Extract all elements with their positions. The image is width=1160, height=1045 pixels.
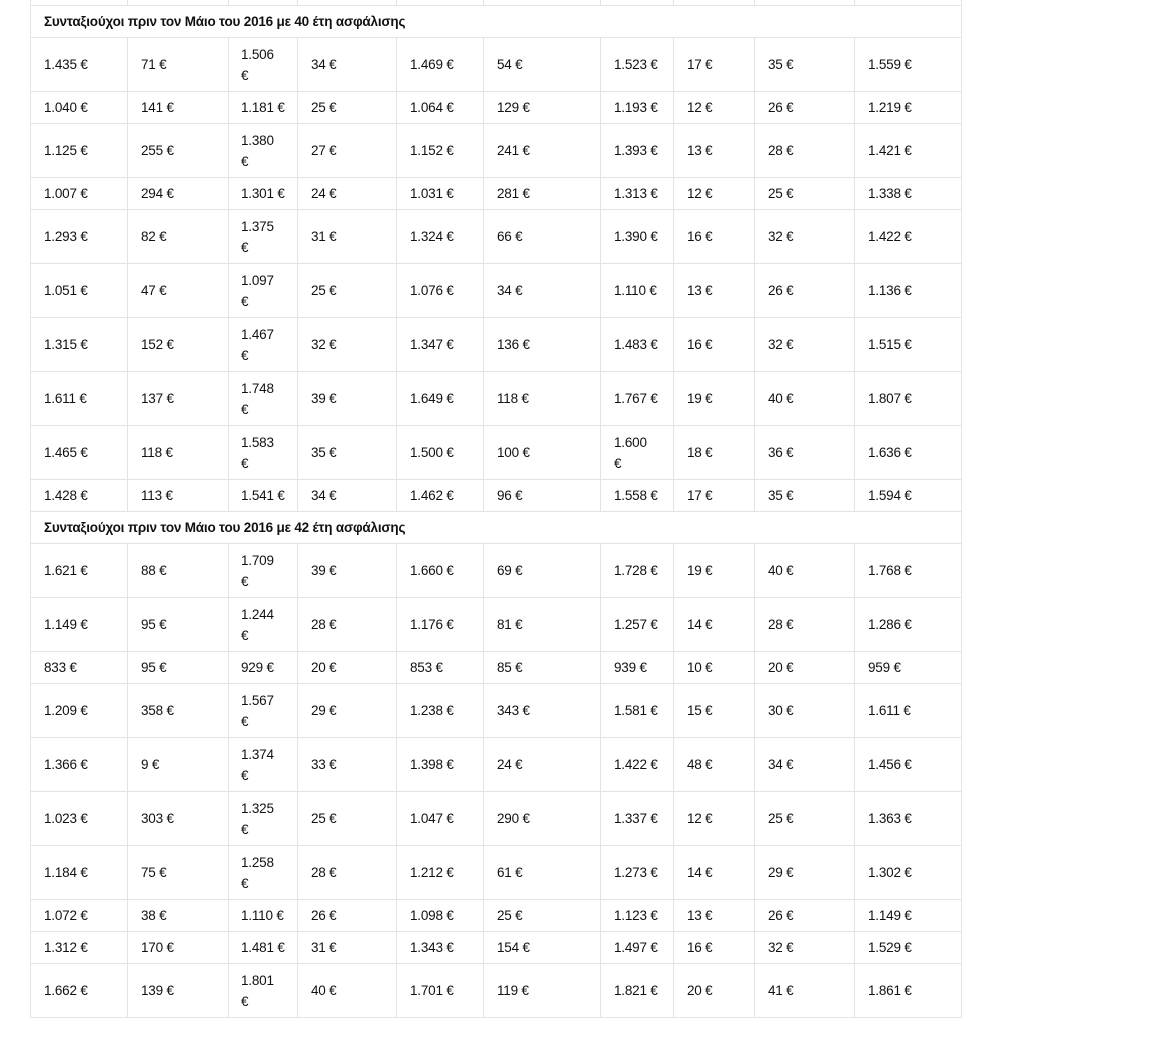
table-cell: 1.244 € [229, 598, 298, 652]
table-cell: 85 € [484, 652, 601, 684]
table-cell: 1.347 € [397, 318, 484, 372]
table-cell: 1.366 € [31, 738, 128, 792]
table-cell: 1.064 € [397, 92, 484, 124]
table-cell: 1.662 € [31, 964, 128, 1018]
table-cell: 71 € [128, 38, 229, 92]
table-cell: 1.768 € [855, 544, 962, 598]
table-cell: 1.701 € [397, 964, 484, 1018]
table-cell: 1.152 € [397, 124, 484, 178]
table-cell: 1.559 € [855, 38, 962, 92]
table-row [31, 318, 962, 372]
table-cell: 1.649 € [397, 372, 484, 426]
table-cell: 12 € [674, 92, 755, 124]
table-cell: 31 € [298, 932, 397, 964]
table-cell: 31 € [298, 210, 397, 264]
table-cell: 66 € [484, 210, 601, 264]
table-cell: 1.312 € [31, 932, 128, 964]
table-cell: 32 € [755, 318, 855, 372]
table-cell: 1.212 € [397, 846, 484, 900]
table-cell: 1.110 € [601, 264, 674, 318]
table-cell: 1.636 € [855, 426, 962, 480]
table-cell: 1.123 € [601, 900, 674, 932]
table-cell: 1.293 € [31, 210, 128, 264]
table-cell: 1.110 € [229, 900, 298, 932]
table-cell: 16 € [674, 932, 755, 964]
table-body [31, 0, 962, 1018]
table-row [31, 684, 962, 738]
table-cell: 1.393 € [601, 124, 674, 178]
table-cell: 29 € [298, 684, 397, 738]
table-cell: 13 € [674, 264, 755, 318]
table-cell: 1.469 € [397, 38, 484, 92]
table-cell: 1.257 € [601, 598, 674, 652]
table-cell: 137 € [128, 372, 229, 426]
table-cell: 1.023 € [31, 792, 128, 846]
table-cell: 10 € [674, 652, 755, 684]
table-cell: 303 € [128, 792, 229, 846]
table-cell: 38 € [128, 900, 229, 932]
table-cell: 1.181 € [229, 92, 298, 124]
table-cell: 1.149 € [855, 900, 962, 932]
table-cell: 19 € [674, 372, 755, 426]
table-cell: 1.428 € [31, 480, 128, 512]
table-row [31, 372, 962, 426]
table-cell: 34 € [298, 480, 397, 512]
table-cell: 241 € [484, 124, 601, 178]
table-cell: 1.258 € [229, 846, 298, 900]
table-cell: 1.621 € [31, 544, 128, 598]
table-cell: 1.567 € [229, 684, 298, 738]
table-cell: 1.184 € [31, 846, 128, 900]
table-cell: 294 € [128, 178, 229, 210]
table-row [31, 544, 962, 598]
table-cell: 1.301 € [229, 178, 298, 210]
table-cell: 1.456 € [855, 738, 962, 792]
table-cell: 34 € [484, 264, 601, 318]
table-cell: 1.709 € [229, 544, 298, 598]
table-cell: 118 € [128, 426, 229, 480]
table-cell: 141 € [128, 92, 229, 124]
table-cell: 69 € [484, 544, 601, 598]
pension-table [30, 0, 962, 1018]
table-cell: 1.193 € [601, 92, 674, 124]
table-cell: 28 € [298, 598, 397, 652]
table-cell: 1.821 € [601, 964, 674, 1018]
table-cell: 136 € [484, 318, 601, 372]
table-cell: 12 € [674, 792, 755, 846]
table-cell: 17 € [674, 480, 755, 512]
table-cell: 281 € [484, 178, 601, 210]
table-cell: 9 € [128, 738, 229, 792]
table-cell: 39 € [298, 372, 397, 426]
table-cell: 1.581 € [601, 684, 674, 738]
table-cell: 1.523 € [601, 38, 674, 92]
table-cell: 1.380 € [229, 124, 298, 178]
table-row [31, 964, 962, 1018]
table-cell: 34 € [298, 38, 397, 92]
table-cell: 1.007 € [31, 178, 128, 210]
table-cell: 1.422 € [601, 738, 674, 792]
table-cell: 1.149 € [31, 598, 128, 652]
table-cell: 14 € [674, 598, 755, 652]
table-cell: 27 € [298, 124, 397, 178]
table-cell: 1.040 € [31, 92, 128, 124]
table-cell: 30 € [755, 684, 855, 738]
table-cell: 290 € [484, 792, 601, 846]
table-cell: 15 € [674, 684, 755, 738]
table-cell: 25 € [484, 900, 601, 932]
table-cell: 1.462 € [397, 480, 484, 512]
table-cell: 1.500 € [397, 426, 484, 480]
table-cell: 939 € [601, 652, 674, 684]
table-cell: 95 € [128, 652, 229, 684]
table-cell: 1.337 € [601, 792, 674, 846]
table-cell: 40 € [755, 544, 855, 598]
table-cell: 12 € [674, 178, 755, 210]
table-cell: 33 € [298, 738, 397, 792]
table-cell: 96 € [484, 480, 601, 512]
table-cell: 1.481 € [229, 932, 298, 964]
table-cell: 35 € [298, 426, 397, 480]
table-cell: 19 € [674, 544, 755, 598]
table-cell: 1.483 € [601, 318, 674, 372]
table-cell: 18 € [674, 426, 755, 480]
table-cell: 1.238 € [397, 684, 484, 738]
table-cell: 170 € [128, 932, 229, 964]
table-cell: 28 € [298, 846, 397, 900]
table-cell: 40 € [755, 372, 855, 426]
table-cell: 1.338 € [855, 178, 962, 210]
table-cell: 833 € [31, 652, 128, 684]
table-cell: 113 € [128, 480, 229, 512]
table-cell: 25 € [298, 92, 397, 124]
table-cell: 1.767 € [601, 372, 674, 426]
table-row [31, 264, 962, 318]
table-cell: 25 € [755, 792, 855, 846]
table-cell: 28 € [755, 124, 855, 178]
table-row [31, 426, 962, 480]
table-cell: 1.209 € [31, 684, 128, 738]
table-cell: 1.398 € [397, 738, 484, 792]
table-cell: 1.529 € [855, 932, 962, 964]
table-row [31, 210, 962, 264]
table-row [31, 900, 962, 932]
table-cell: 100 € [484, 426, 601, 480]
table-cell: 1.600 € [601, 426, 674, 480]
table-cell: 1.497 € [601, 932, 674, 964]
table-cell: 959 € [855, 652, 962, 684]
table-cell: 1.807 € [855, 372, 962, 426]
table-row [31, 652, 962, 684]
table-row [31, 124, 962, 178]
table-cell: 1.076 € [397, 264, 484, 318]
table-cell: 41 € [755, 964, 855, 1018]
table-cell: 1.594 € [855, 480, 962, 512]
table-cell: 1.558 € [601, 480, 674, 512]
table-cell: 1.125 € [31, 124, 128, 178]
table-cell: 1.315 € [31, 318, 128, 372]
pension-table-container [30, 0, 961, 1018]
table-cell: 25 € [298, 264, 397, 318]
table-cell: 118 € [484, 372, 601, 426]
table-cell: 1.422 € [855, 210, 962, 264]
section-title: Συνταξιούχοι πριν τον Μάιο του 2016 με 42 έτη ασφάλισης [31, 512, 962, 544]
table-cell: 1.302 € [855, 846, 962, 900]
table-cell: 26 € [298, 900, 397, 932]
table-cell: 13 € [674, 900, 755, 932]
table-cell: 929 € [229, 652, 298, 684]
table-cell: 29 € [755, 846, 855, 900]
table-cell: 1.363 € [855, 792, 962, 846]
table-cell: 36 € [755, 426, 855, 480]
table-cell: 1.097 € [229, 264, 298, 318]
table-cell: 1.801 € [229, 964, 298, 1018]
table-cell: 24 € [484, 738, 601, 792]
table-cell: 20 € [755, 652, 855, 684]
table-cell: 1.541 € [229, 480, 298, 512]
table-cell: 1.031 € [397, 178, 484, 210]
table-cell: 1.072 € [31, 900, 128, 932]
section-header-row [31, 512, 962, 544]
table-cell: 32 € [755, 932, 855, 964]
table-cell: 48 € [674, 738, 755, 792]
table-cell: 1.325 € [229, 792, 298, 846]
table-cell: 81 € [484, 598, 601, 652]
table-cell: 1.375 € [229, 210, 298, 264]
table-cell: 32 € [298, 318, 397, 372]
table-cell: 35 € [755, 480, 855, 512]
table-cell: 1.047 € [397, 792, 484, 846]
table-cell: 54 € [484, 38, 601, 92]
table-cell: 1.324 € [397, 210, 484, 264]
table-cell: 14 € [674, 846, 755, 900]
table-cell: 152 € [128, 318, 229, 372]
table-cell: 1.515 € [855, 318, 962, 372]
table-cell: 88 € [128, 544, 229, 598]
table-cell: 1.435 € [31, 38, 128, 92]
table-cell: 154 € [484, 932, 601, 964]
table-cell: 139 € [128, 964, 229, 1018]
table-cell: 129 € [484, 92, 601, 124]
table-cell: 1.583 € [229, 426, 298, 480]
table-cell: 1.136 € [855, 264, 962, 318]
table-cell: 26 € [755, 92, 855, 124]
table-cell: 1.219 € [855, 92, 962, 124]
table-cell: 16 € [674, 210, 755, 264]
table-row [31, 598, 962, 652]
table-cell: 1.748 € [229, 372, 298, 426]
table-cell: 40 € [298, 964, 397, 1018]
table-cell: 358 € [128, 684, 229, 738]
table-cell: 343 € [484, 684, 601, 738]
table-cell: 1.861 € [855, 964, 962, 1018]
table-cell: 1.506 € [229, 38, 298, 92]
table-row [31, 932, 962, 964]
table-row [31, 792, 962, 846]
table-cell: 119 € [484, 964, 601, 1018]
table-cell: 82 € [128, 210, 229, 264]
table-cell: 1.660 € [397, 544, 484, 598]
table-cell: 1.728 € [601, 544, 674, 598]
table-cell: 1.051 € [31, 264, 128, 318]
table-cell: 25 € [755, 178, 855, 210]
table-cell: 1.313 € [601, 178, 674, 210]
table-cell: 1.611 € [31, 372, 128, 426]
table-cell: 20 € [674, 964, 755, 1018]
table-cell: 1.390 € [601, 210, 674, 264]
table-cell: 1.176 € [397, 598, 484, 652]
table-cell: 26 € [755, 900, 855, 932]
table-cell: 1.611 € [855, 684, 962, 738]
table-cell: 1.343 € [397, 932, 484, 964]
table-cell: 32 € [755, 210, 855, 264]
table-cell: 95 € [128, 598, 229, 652]
table-cell: 1.374 € [229, 738, 298, 792]
table-cell: 25 € [298, 792, 397, 846]
table-cell: 255 € [128, 124, 229, 178]
table-cell: 28 € [755, 598, 855, 652]
table-cell: 16 € [674, 318, 755, 372]
table-cell: 34 € [755, 738, 855, 792]
table-row [31, 480, 962, 512]
table-row [31, 738, 962, 792]
table-cell: 1.465 € [31, 426, 128, 480]
table-cell: 1.467 € [229, 318, 298, 372]
section-title: Συνταξιούχοι πριν τον Μάιο του 2016 με 40 έτη ασφάλισης [31, 6, 962, 38]
section-header-row [31, 6, 962, 38]
table-cell: 75 € [128, 846, 229, 900]
table-cell: 17 € [674, 38, 755, 92]
table-cell: 61 € [484, 846, 601, 900]
table-row [31, 92, 962, 124]
table-cell: 35 € [755, 38, 855, 92]
table-cell: 24 € [298, 178, 397, 210]
table-cell: 26 € [755, 264, 855, 318]
table-cell: 20 € [298, 652, 397, 684]
table-cell: 853 € [397, 652, 484, 684]
table-cell: 13 € [674, 124, 755, 178]
table-cell: 1.421 € [855, 124, 962, 178]
table-cell: 1.286 € [855, 598, 962, 652]
table-cell: 1.098 € [397, 900, 484, 932]
table-row [31, 846, 962, 900]
table-cell: 39 € [298, 544, 397, 598]
table-row [31, 178, 962, 210]
table-cell: 1.273 € [601, 846, 674, 900]
table-row [31, 38, 962, 92]
table-cell: 47 € [128, 264, 229, 318]
